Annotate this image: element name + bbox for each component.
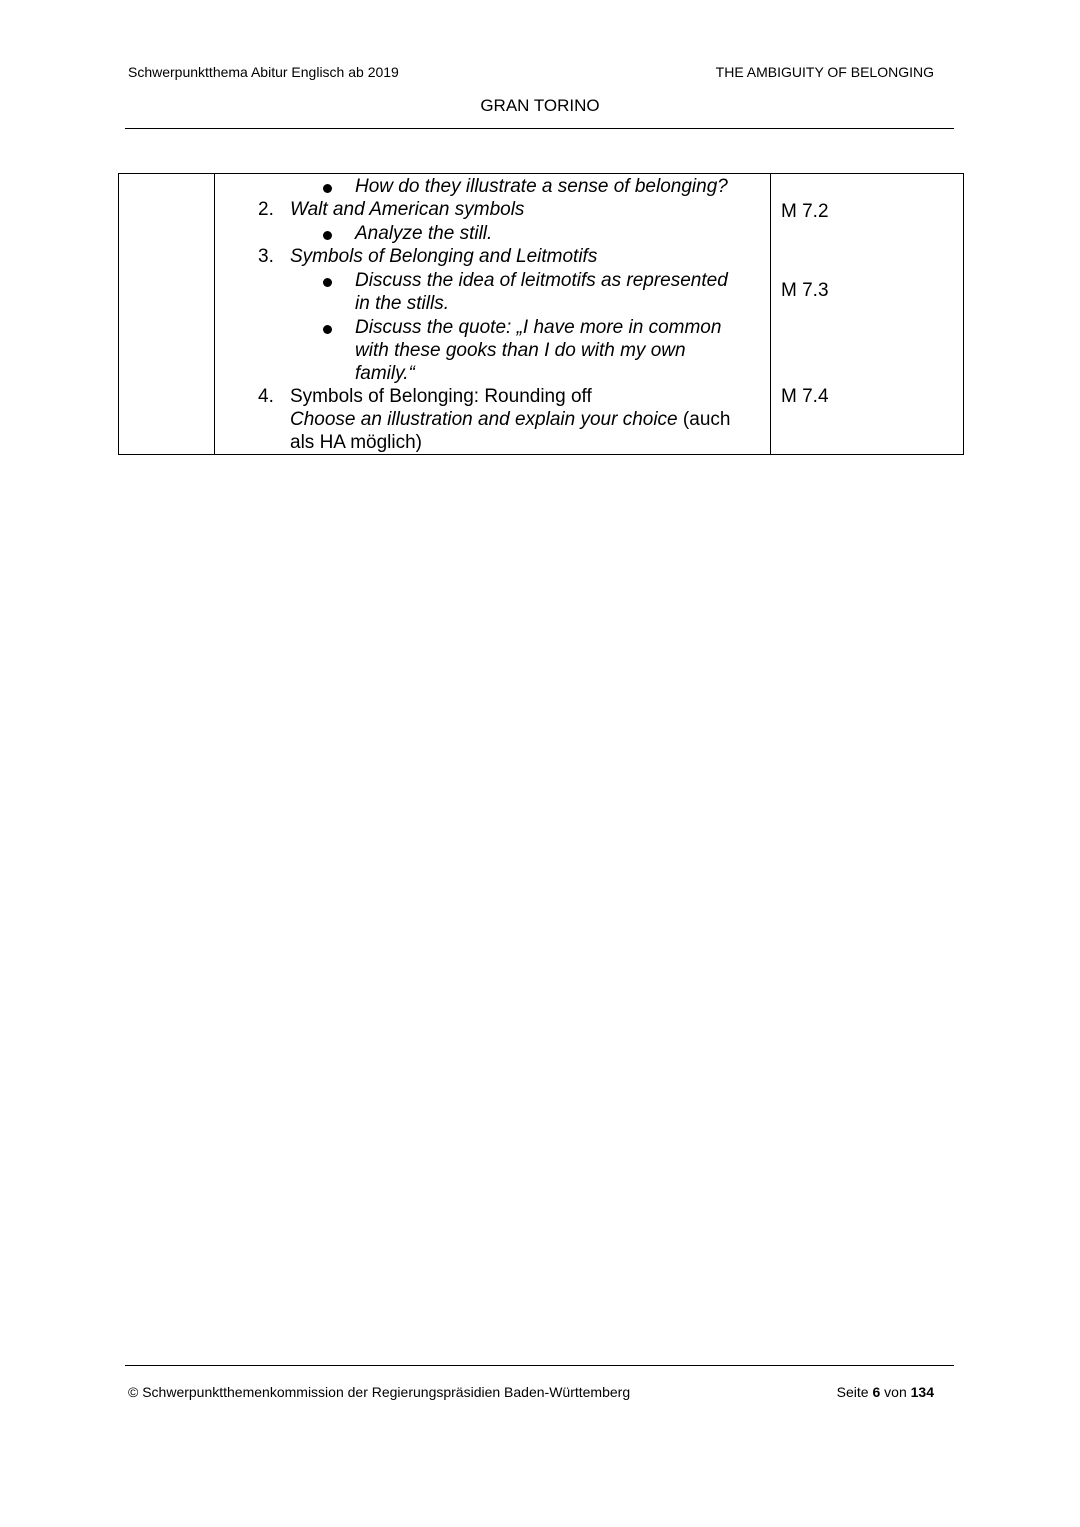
page-number [837, 1384, 934, 1400]
list-item-continuation: family.“ [355, 363, 415, 384]
list-number: 3. [258, 246, 274, 267]
lesson-plan-table [118, 173, 964, 455]
list-item: Walt and American symbols [290, 199, 525, 220]
column-divider [214, 174, 215, 454]
list-item-continuation: in the stills. [355, 293, 449, 314]
footer-copyright: © Schwerpunktthemenkommission der Regierungspräsidien Baden-Württemberg [128, 1384, 631, 1400]
list-number: 4. [258, 386, 274, 407]
list-item-continuation: als HA möglich) [290, 432, 422, 453]
material-ref: M 7.2 [781, 201, 829, 222]
page-total: 134 [910, 1384, 934, 1400]
page-label: Seite [836, 1384, 869, 1400]
page-title: GRAN TORINO [480, 96, 600, 115]
list-item: How do they illustrate a sense of belonging? [355, 176, 728, 197]
header-right: THE AMBIGUITY OF BELONGING [715, 64, 934, 80]
bullet-icon [323, 325, 332, 334]
bullet-icon [323, 184, 332, 193]
list-item-italic-part: Choose an illustration and explain your choice [290, 409, 678, 430]
material-ref: M 7.4 [781, 386, 829, 407]
list-item-continuation [290, 408, 730, 432]
page-separator: von [884, 1384, 907, 1400]
list-item-continuation: with these gooks than I do with my own [355, 340, 686, 361]
list-item: Symbols of Belonging: Rounding off [290, 386, 592, 407]
footer-rule [125, 1365, 954, 1366]
header-left: Schwerpunktthema Abitur Englisch ab 2019 [128, 64, 399, 80]
list-item: Symbols of Belonging and Leitmotifs [290, 246, 598, 267]
page-current: 6 [872, 1384, 881, 1400]
list-item-plain-part: (auch [682, 409, 731, 430]
list-number: 2. [258, 199, 274, 220]
bullet-icon [323, 231, 332, 240]
bullet-icon [323, 278, 332, 287]
list-item: Analyze the still. [355, 223, 493, 244]
list-item: Discuss the quote: „I have more in common [355, 317, 722, 338]
list-item: Discuss the idea of leitmotifs as represented [355, 270, 728, 291]
material-ref: M 7.3 [781, 280, 829, 301]
header-rule [125, 128, 954, 129]
column-divider [770, 174, 771, 454]
